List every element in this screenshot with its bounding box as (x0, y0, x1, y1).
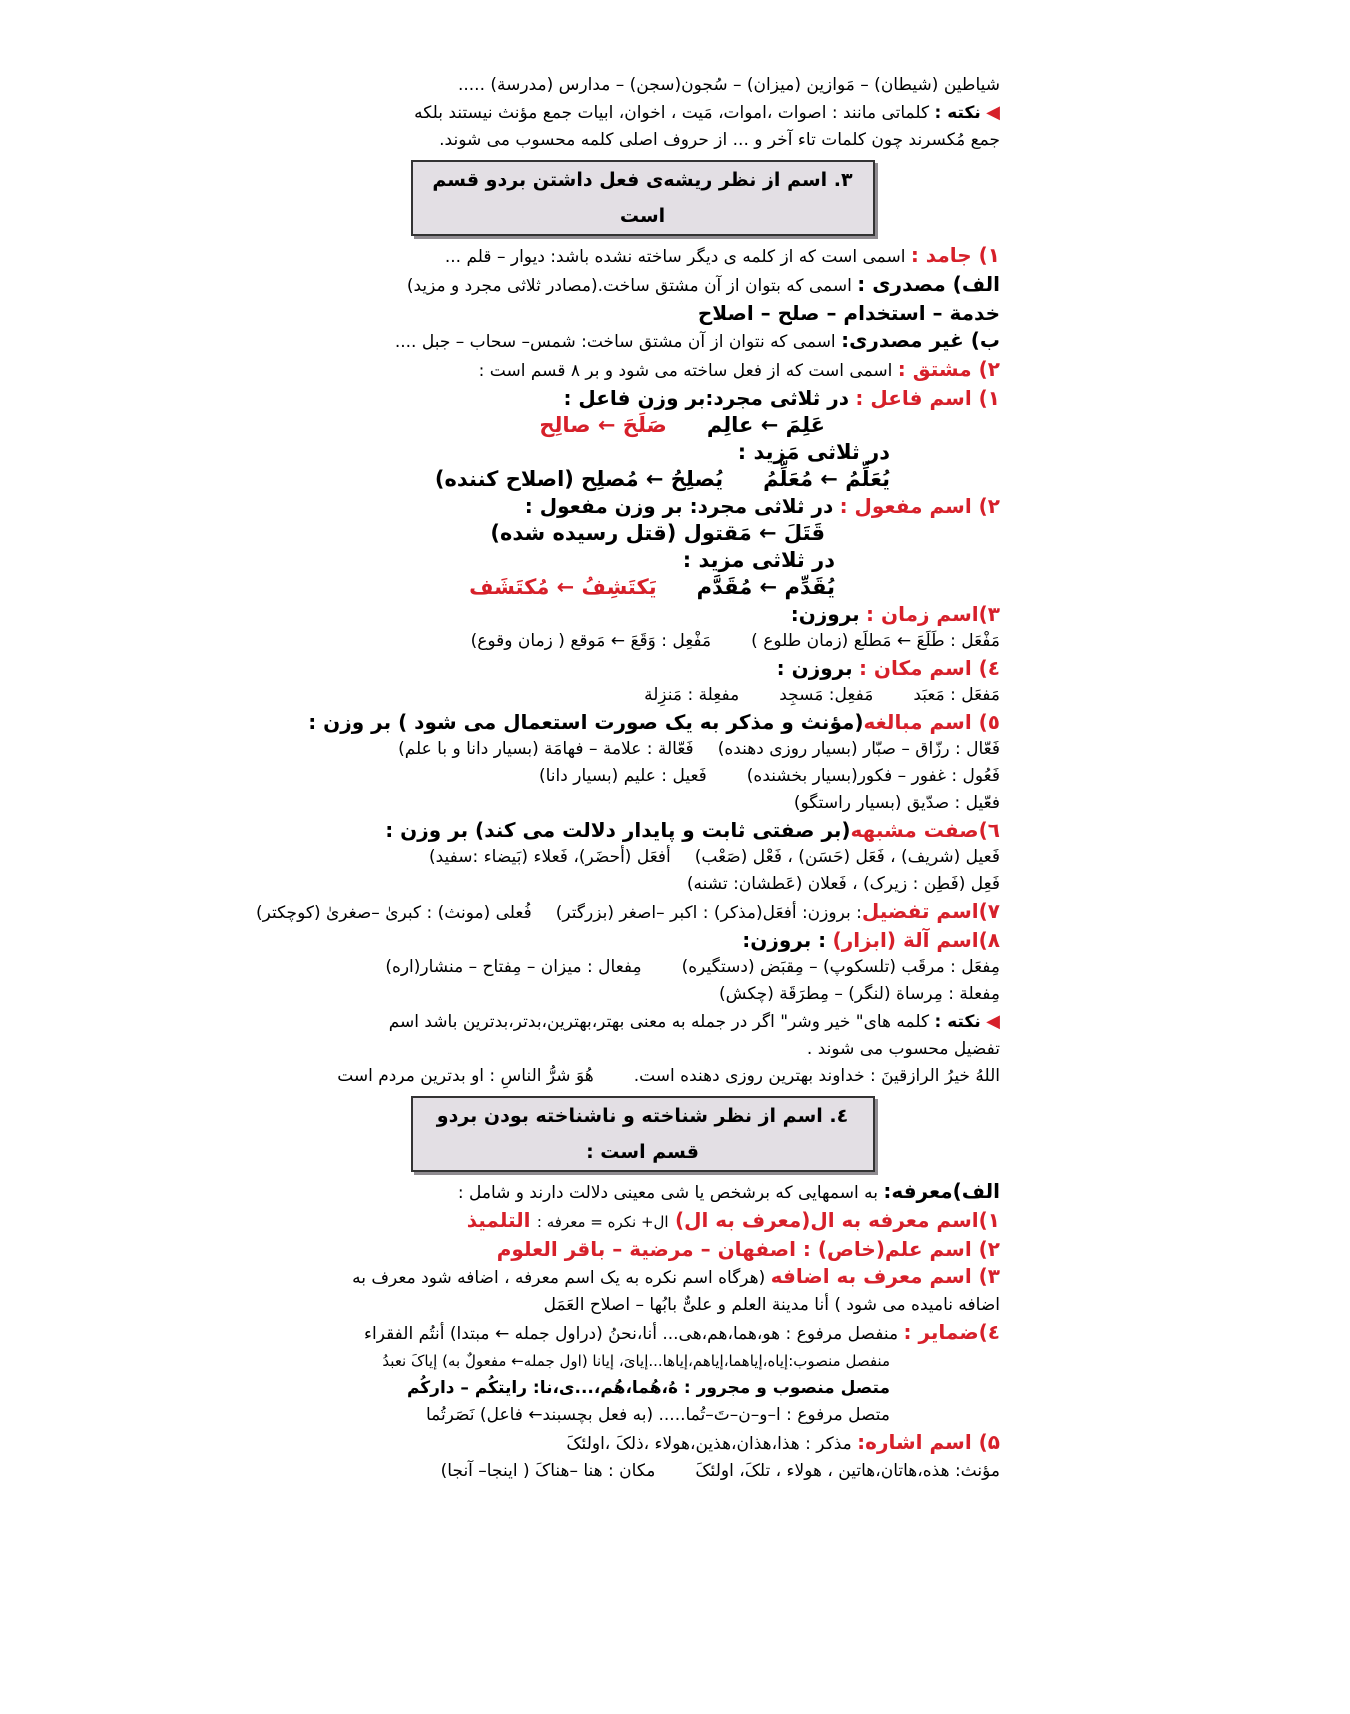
zamir-row-4: متصل مرفوع : ا–و–ن–تَ–تُما..... (به فعل بچسبند← فاعل) نَصَرتُما (425, 1405, 890, 1425)
sefat-moshabbahe-heading: ٦)صفت مشبهه(بر صفتی ثابت و پایدار دلالت می کند) بر وزن : (385, 818, 1000, 842)
marefe-definition: الف)معرفه: به اسمهایی که برشخص یا شی معینی دلالت دارند و شامل : (457, 1179, 1000, 1203)
triangle-bullet-icon: ◀ (986, 1011, 1000, 1032)
section-4-heading: ٤. اسم از نظر شناخته و ناشناخته بودن بردو قسم است : (411, 1096, 875, 1172)
eshareh-row-1: ۵) اسم اشاره: مذکر : هذا،هذان،هذین،هولاء ،ذلکَ ،اولئکَ (566, 1430, 1000, 1454)
ism-makan-examples: مَفعَل : مَعبَدمَفعِل: مَسجِدمفعِلة : مَنزِلة (644, 685, 1000, 705)
ism-mobaleghe-heading: ٥) اسم مبالغه(مؤنث و مذکر به یک صورت استعمال می شود ) بر وزن : (308, 710, 1000, 734)
triangle-bullet-icon: ◀ (986, 102, 1000, 123)
note-broken-plural: ◀ نکته : کلماتی مانند : اصوات ،اموات، مَیت ، اخوان، ابیات جمع مؤنث نیستند بلکه جمع مُکسرند چون کلمات تاء آخر و ... از حروف اصلی کلمه محسوب می شوند. (414, 102, 1000, 150)
ism-fael-mazid-label: در ثلاثی مَزید : (737, 440, 890, 464)
ism-fael-heading: ۱) اسم فاعل : در ثلاثی مجرد:بر وزن فاعل : (563, 386, 1000, 410)
marefe-item-1: ۱)اسم معرفه به ال(معرف به ال) ال+ نکره = معرفه : التلمیذ (466, 1208, 1000, 1232)
mobaleghe-row-2: فَعُول : غفور – فکور(بسیار بخشنده)فَعیل : علیم (بسیار دانا) (539, 766, 1000, 786)
marefe-item-3-cont: اضافه نامیده می شود ) أنا مدینة العلم و علیٌّ بابُها – اصلاح العَمَل (543, 1295, 1000, 1315)
moshtagh-definition: ۲) مشتق : اسمی است که از فعل ساخته می شود و بر ۸ قسم است : (478, 357, 1000, 381)
eshareh-row-2: مؤنث: هذه،هاتان،هاتین ، هولاء ، تلکَ، اولئکَمکان : هنا –هناکَ ( اینجا– آنجا) (440, 1461, 1000, 1481)
textbook-page (256, 72, 1000, 1485)
ism-mafool-example: قَتَلَ ← مَقتول (قتل رسیده شده) (490, 521, 825, 545)
ism-fael-examples: عَلِمَ ← عالِمصَلَحَ ← صالِح (539, 413, 825, 437)
mobaleghe-row-3: فعّیل : صدّیق (بسیار راستگو) (793, 793, 1000, 813)
ism-tafzil-row: ۷)اسم تفضیل: بروزن: أفعَل(مذکر) : اکبر –اصغر (بزرگتر)فُعلی (مونث) : کبریٰ –صغریٰ (کوچکتر) (256, 899, 1000, 923)
sefat-row-2: فَعِل (فَطِن : زیرک) ، فَعلان (عَطشان: تشنه) (686, 874, 1000, 894)
marefe-item-2: ۲) اسم علم(خاص) : اصفهان – مرضیة – باقر العلوم (496, 1237, 1000, 1261)
section-3-heading: ۳. اسم از نظر ریشه‌ی فعل داشتن بردو قسم است (411, 160, 875, 236)
ism-makan-heading: ٤) اسم مکان : بروزن : (776, 656, 1000, 680)
masdari-definition: الف) مصدری : اسمی که بتوان از آن مشتق ساخت.(مصادر ثلاثی مجرد و مزید) (406, 272, 1000, 296)
sefat-row-1: فَعیل (شریف) ، فَعَل (حَسَن) ، فَعْل (صَعْب)أفعَل (أحضَر)، فَعلاء (بَیضاء :سفید) (428, 847, 1000, 867)
ism-aleh-heading: ۸)اسم آلة (ابزار) : بروزن: (742, 928, 1000, 952)
zamir-row-2: منفصل منصوب:إیاه،إیاهما،إیاهم،إیاها...إیایَ، إیانا (اول جمله← مفعولٌ به) إیاکَ نعبدُ (382, 1352, 890, 1370)
ism-mafool-mazid-examples: یُقَدِّم ← مُقَدَّمیَکتَشِفُ ← مُکتَشَف (469, 575, 835, 599)
marefe-item-3: ۳) اسم معرف به اضافه (هرگاه اسم نکره به یک اسم معرفه ، اضافه شود معرف به (352, 1264, 1000, 1288)
mobaleghe-row-1: فَعّال : رزّاق – صبّار (بسیار روزی دهنده)فَعّالة : علامة – فهامَة (بسیار دانا و با علم) (398, 739, 1000, 759)
ism-zaman-heading: ۳)اسم زمان : بروزن: (790, 602, 1000, 626)
ghayr-masdari-definition: ب) غیر مصدری: اسمی که نتوان از آن مشتق ساخت: شمس– سحاب – جبل .... (394, 328, 1000, 352)
jamed-definition: ۱) جامد : اسمی است که از کلمه ی دیگر ساخته نشده باشد: دیوار – قلم ... (444, 243, 1000, 267)
aleh-row-2: مِفعلة : مِرساة (لنگر) – مِطرَقَة (چکش) (719, 984, 1000, 1004)
note-khayr-sharr: ◀ نکته : کلمه های" خیر وشر" اگر در جمله به معنی بهتر،بهترین،بدتر،بدترین باشد اسم تفضیل محسوب می شوند . اللهُ خیرُ الرازقینَ : خداوند بهترین روزی دهنده است.هُوَ شرُّ الناسِ : او بدترین مردم است (337, 1011, 1000, 1086)
zamir-row-1: ٤)ضمایر : منفصل مرفوع : هو،هما،هم،هی... أنا،نحنُ (دراول جمله ← مبتدا) أنتُم الفقراء (363, 1320, 1000, 1344)
ism-fael-mazid-examples: یُعَلِّمُ ← مُعَلِّمُیُصلِحُ ← مُصلِح (اصلاح کننده) (434, 467, 890, 491)
ism-zaman-examples: مَفْعَل : طَلَعَ ← مَطلَع (زمان طلوع )مَفْعِل : وَقَعَ ← مَوقع ( زمان وقوع) (470, 631, 1000, 651)
masdari-examples: خدمة – استخدام – صلح – اصلاح (697, 301, 1000, 325)
plural-examples-line: شیاطین (شیطان) – مَوازین (میزان) – سُجون(سجن) – مدارس (مدرسة) ..... (457, 75, 1000, 95)
ism-mafool-heading: ۲) اسم مفعول : در ثلاثی مجرد: بر وزن مفعول : (524, 494, 1000, 518)
ism-mafool-mazid-label: در ثلاثی مزید : (682, 548, 835, 572)
zamir-row-3: متصل منصوب و مجرور : هُ،هُما،هُم،...ی،نا: رایتکُم – دارکُم (406, 1378, 890, 1398)
aleh-row-1: مِفعَل : مرقَب (تلسکوپ) – مِقبَض (دستگیره)مِفعال : میزان – مِفتاح – منشار(اره) (385, 957, 1000, 977)
